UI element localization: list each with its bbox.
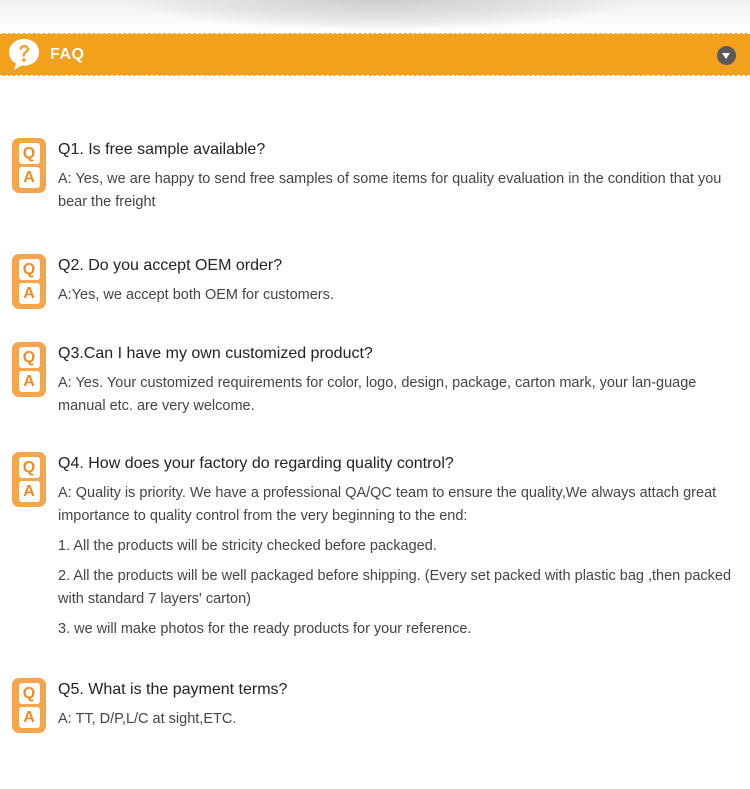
qa-badge — [12, 138, 46, 193]
faq-point: 1. All the products will be stricity checked before packaged. — [58, 538, 437, 554]
faq-answer: A: Yes. Your customized requirements for color, logo, design, package, carton mark, your lan-guage manual etc. are very welcome. — [58, 375, 697, 414]
a-letter-icon: A — [19, 167, 40, 188]
faq-question: Q2. Do you accept OEM order? — [58, 257, 283, 274]
faq-question: Q1. Is free sample available? — [58, 141, 266, 158]
faq-list — [0, 138, 750, 731]
faq-item — [0, 452, 750, 641]
a-letter-icon: A — [19, 283, 40, 304]
top-image-fade — [0, 0, 750, 32]
question-bubble-icon — [6, 37, 42, 73]
faq-item — [0, 342, 750, 418]
q-letter-icon: Q — [19, 259, 40, 280]
faq-item — [0, 678, 750, 731]
faq-answer: A: TT, D/P,L/C at sight,ETC. — [58, 711, 237, 727]
faq-title: FAQ — [50, 46, 85, 63]
q-letter-icon: Q — [19, 143, 40, 164]
q-letter-icon: Q — [19, 683, 40, 704]
faq-answer: A: Yes, we are happy to send free samples of some items for quality evaluation in the condition that you bear the freight — [58, 171, 722, 210]
product-image-edge — [120, 0, 640, 30]
faq-point: 3. we will make photos for the ready products for your reference. — [58, 621, 472, 637]
q-letter-icon: Q — [19, 457, 40, 478]
a-letter-icon: A — [19, 371, 40, 392]
a-letter-icon: A — [19, 707, 40, 728]
faq-question: Q3.Can I have my own customized product? — [58, 345, 373, 362]
qa-badge — [12, 254, 46, 309]
q-letter-icon: Q — [19, 347, 40, 368]
faq-question: Q4. How does your factory do regarding quality control? — [58, 455, 454, 472]
faq-item — [0, 138, 750, 214]
a-letter-icon: A — [19, 481, 40, 502]
faq-answer: A:Yes, we accept both OEM for customers. — [58, 287, 334, 303]
faq-point: 2. All the products will be well packaged before shipping. (Every set packed with plastic bag ,then packed with standard 7 layers' carton) — [58, 568, 732, 607]
faq-question: Q5. What is the payment terms? — [58, 681, 288, 698]
qa-badge — [12, 452, 46, 507]
chevron-down-icon[interactable] — [717, 46, 736, 65]
faq-banner — [0, 33, 750, 76]
qa-badge — [12, 342, 46, 397]
qa-badge — [12, 678, 46, 733]
faq-item — [0, 254, 750, 307]
faq-answer: A: Quality is priority. We have a professional QA/QC team to ensure the quality,We always attach great importance to quality control from the very beginning to the end: — [58, 485, 717, 524]
